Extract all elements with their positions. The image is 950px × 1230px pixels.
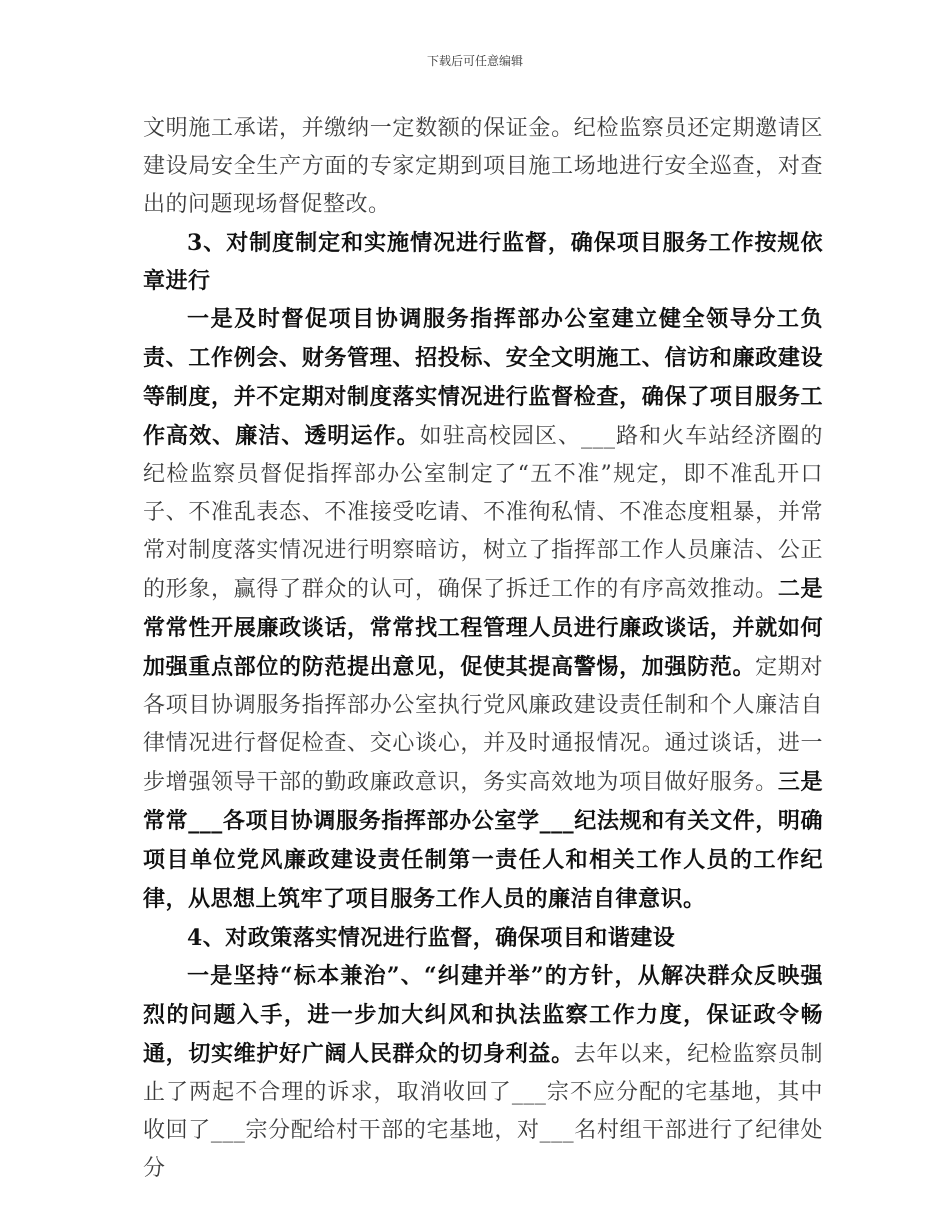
section-heading-3: 3、对制度制定和实施情况进行监督，确保项目服务工作按规依章进行 [143,230,823,294]
paragraph-1 [143,110,823,224]
paragraph-3-bold-3: 三是常常___各项目协调服务指挥部办公室学___纪法规和有关文件，明确项目单位党风廉政建设责任制第一责任人和相关工作人员的工作纪律，从思想上筑牢了项目服务工作人员的廉洁自律意识。 [143,769,823,912]
paragraph-3-bold-2: 二是常常性开展廉政谈话，常常找工程管理人员进行廉政谈话，并就如何加强重点部位的防范提出意见，促使其提高警惕，加强防范。 [143,576,823,680]
paragraph-3 [143,300,823,919]
paragraph-3-normal-2: 定期对各项目协调服务指挥部办公室执行党风廉政建设责任制和个人廉洁自律情况进行督促检查、交心谈心，并及时通报情况。通过谈话，进一步增强领导干部的勤政廉政意识，务实高效地为项目做好服务。 [143,655,823,795]
paragraph-5 [143,957,823,1188]
paragraph-5-normal-1: 去年以来，纪检监察员制止了两起不合理的诉求，取消收回了___宗不应分配的宅基地，其中收回了___宗分配给村干部的宅基地，对___名村组干部进行了纪律处分 [143,1042,823,1181]
paragraph-3-bold-1: 一是及时督促项目协调服务指挥部办公室建立健全领导分工负责、工作例会、财务管理、招投标、安全文明施工、信访和廉政建设等制度，并不定期对制度落实情况进行监督检查，确保了项目服务工作高效、廉洁、透明运作。 [143,306,823,449]
paragraph-5-bold-1: 一是坚持“标本兼治”、“纠建并举”的方针，从解决群众反映强烈的问题入手，进一步加大纠风和执法监察工作力度，保证政令畅通，切实维护好广阔人民群众的切身利益。 [143,963,823,1067]
paragraph-3-normal-1: 如驻高校园区、___路和火车站经济圈的纪检监察员督促指挥部办公室制定了“五不准”规定，即不准乱开口子、不准乱表态、不准接受吃请、不准徇私情、不准态度粗暴，并常常对制度落实情况进行明察暗访，树立了指挥部工作人员廉洁、公正的形象，赢得了群众的认可，确保了拆迁工作的有序高效推动。 [143,424,823,602]
paragraph-1-text: 文明施工承诺，并缴纳一定数额的保证金。纪检监察员还定期邀请区建设局安全生产方面的专家定期到项目施工场地进行安全巡查，对查出的问题现场督促整改。 [143,116,823,217]
document-body [143,110,823,1188]
page-header-note: 下载后可任意编辑 [426,54,523,68]
section-heading-4: 4、对政策落实情况进行监督，确保项目和谐建设 [187,925,676,951]
